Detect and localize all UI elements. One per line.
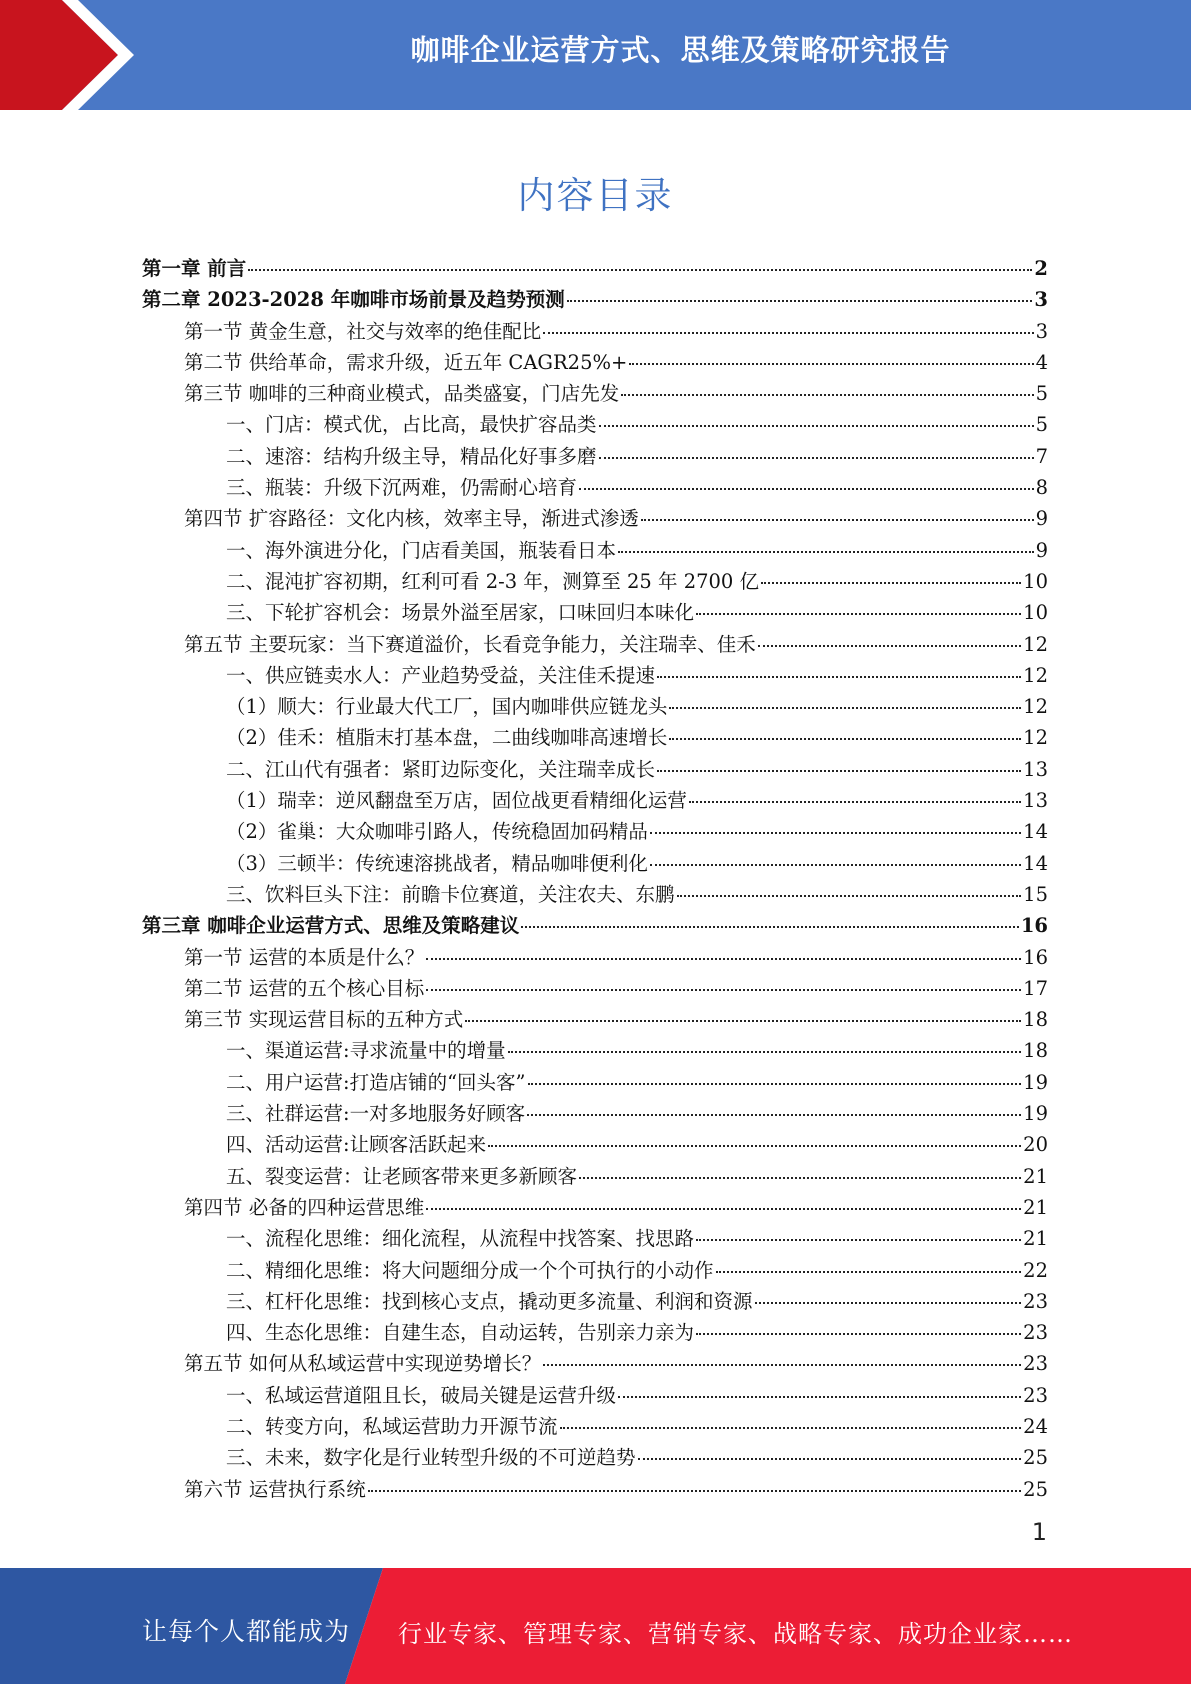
dot-leader xyxy=(579,1177,1021,1179)
toc-entry-title: 第一章 前言 xyxy=(142,257,247,280)
dot-leader xyxy=(618,551,1034,553)
toc-entry-page: 17 xyxy=(1023,976,1048,1000)
toc-entry-title: 三、社群运营:一对多地服务好顾客 xyxy=(226,1102,526,1126)
dot-leader xyxy=(426,958,1021,960)
toc-entry-title: （2）雀巢：大众咖啡引路人，传统稳固加码精品 xyxy=(226,820,648,844)
toc-entry[interactable] xyxy=(142,660,1048,691)
toc-entry[interactable] xyxy=(142,566,1048,597)
toc-entry-page: 12 xyxy=(1023,663,1048,687)
dot-leader xyxy=(543,1364,1021,1366)
toc-entry-page: 13 xyxy=(1023,757,1048,781)
toc-entry-title: 第五节 主要玩家：当下赛道溢价，长看竞争能力，关注瑞幸、佳禾 xyxy=(184,632,756,656)
dot-leader xyxy=(669,707,1021,709)
dot-leader xyxy=(599,457,1034,459)
toc-entry[interactable] xyxy=(142,535,1048,566)
toc-entry-page: 18 xyxy=(1023,1008,1048,1032)
toc-entry-title: 二、江山代有强者：紧盯边际变化，关注瑞幸成长 xyxy=(226,757,656,781)
toc-entry-page: 2 xyxy=(1034,257,1048,280)
dot-leader xyxy=(521,926,1019,928)
toc-entry[interactable] xyxy=(142,973,1048,1004)
toc-entry-title: （1）瑞幸：逆风翻盘至万店，固位战更看精细化运营 xyxy=(226,789,687,813)
toc-entry[interactable] xyxy=(142,378,1048,409)
dot-leader xyxy=(426,1208,1021,1210)
toc-entry[interactable] xyxy=(142,629,1048,660)
dot-leader xyxy=(426,989,1021,991)
toc-entry-page: 21 xyxy=(1023,1227,1048,1251)
toc-entry-title: 第三节 咖啡的三种商业模式，品类盛宴，门店先发 xyxy=(184,382,620,406)
dot-leader xyxy=(758,645,1021,647)
dot-leader xyxy=(579,488,1034,490)
page-number: 1 xyxy=(1031,1518,1047,1546)
toc-entry-title: 第三节 实现运营目标的五种方式 xyxy=(184,1008,464,1032)
dot-leader xyxy=(543,332,1033,334)
dot-leader xyxy=(621,394,1033,396)
dot-leader xyxy=(696,1333,1021,1335)
dot-leader xyxy=(657,770,1021,772)
toc-entry-page: 18 xyxy=(1023,1039,1048,1063)
toc-entry-page: 20 xyxy=(1023,1133,1048,1157)
toc-entry[interactable] xyxy=(142,1098,1048,1129)
toc-entry[interactable] xyxy=(142,409,1048,440)
toc-entry[interactable] xyxy=(142,754,1048,785)
toc-entry-title: 第四节 必备的四种运营思维 xyxy=(184,1195,425,1219)
toc-entry[interactable] xyxy=(142,816,1048,847)
toc-entry-title: 第六节 运营执行系统 xyxy=(184,1477,366,1501)
toc-entry-title: 第二章 2023-2028 年咖啡市场前景及趋势预测 xyxy=(142,288,565,312)
toc-entry[interactable] xyxy=(142,1067,1048,1098)
toc-entry-page: 9 xyxy=(1035,538,1048,562)
toc-entry[interactable] xyxy=(142,1192,1048,1223)
toc-entry-page: 16 xyxy=(1023,945,1048,969)
toc-entry[interactable] xyxy=(142,253,1048,284)
toc-entry-title: 第四节 扩容路径：文化内核，效率主导，渐进式渗透 xyxy=(184,507,639,531)
toc-entry-title: 一、门店：模式优，占比高，最快扩容品类 xyxy=(226,413,597,437)
toc-entry-title: （3）三顿半：传统速溶挑战者，精品咖啡便利化 xyxy=(226,851,648,875)
toc-entry-page: 13 xyxy=(1023,789,1048,813)
toc-entry-title: 第三章 咖啡企业运营方式、思维及策略建议 xyxy=(142,914,520,938)
dot-leader xyxy=(657,676,1021,678)
toc-entry-page: 5 xyxy=(1035,382,1048,406)
toc-entry[interactable] xyxy=(142,879,1048,910)
toc-entry-title: 三、杠杆化思维：找到核心支点，撬动更多流量、利润和资源 xyxy=(226,1289,753,1313)
toc-entry-title: 二、速溶：结构升级主导，精品化好事多磨 xyxy=(226,444,597,468)
toc-entry-page: 3 xyxy=(1035,319,1048,343)
toc-entry-title: 三、饮料巨头下注：前瞻卡位赛道，关注农夫、东鹏 xyxy=(226,882,675,906)
toc-entry[interactable] xyxy=(142,1474,1048,1505)
dot-leader xyxy=(508,1051,1022,1053)
toc-entry-page: 23 xyxy=(1023,1321,1048,1345)
footer-slogan-left: 让每个人都能成为 xyxy=(142,1617,351,1646)
toc-entry[interactable] xyxy=(142,597,1048,628)
dot-leader xyxy=(689,801,1021,803)
dot-leader xyxy=(669,738,1021,740)
toc-entry[interactable] xyxy=(142,942,1048,973)
toc-entry-page: 23 xyxy=(1023,1383,1048,1407)
toc-entry-page: 21 xyxy=(1023,1164,1048,1188)
toc-entry-page: 9 xyxy=(1035,507,1048,531)
toc-entry[interactable] xyxy=(142,910,1048,941)
dot-leader xyxy=(527,1114,1021,1116)
toc-entry-page: 25 xyxy=(1023,1446,1048,1470)
dot-leader xyxy=(638,1458,1022,1460)
toc-entry-page: 12 xyxy=(1023,726,1048,750)
dot-leader xyxy=(716,1271,1022,1273)
header-banner xyxy=(0,0,1191,110)
toc-entry[interactable] xyxy=(142,1286,1048,1317)
toc-entry-title: 一、流程化思维：细化流程，从流程中找答案、找思路 xyxy=(226,1227,695,1251)
toc-entry[interactable] xyxy=(142,1129,1048,1160)
toc-entry-title: 三、下轮扩容机会：场景外溢至居家，口味回归本味化 xyxy=(226,601,695,625)
toc-entry[interactable] xyxy=(142,284,1048,315)
toc-entry-page: 12 xyxy=(1023,632,1048,656)
dot-leader xyxy=(618,1396,1021,1398)
toc-entry[interactable] xyxy=(142,441,1048,472)
toc-entry-title: 一、供应链卖水人：产业趋势受益，关注佳禾提速 xyxy=(226,663,656,687)
toc-entry-page: 24 xyxy=(1023,1414,1048,1438)
toc-entry-title: 四、活动运营:让顾客活跃起来 xyxy=(226,1133,487,1157)
toc-entry[interactable] xyxy=(142,347,1048,378)
dot-leader xyxy=(599,425,1034,427)
dot-leader xyxy=(368,1490,1021,1492)
toc-entry-title: 第五节 如何从私域运营中实现逆势增长？ xyxy=(184,1352,542,1376)
footer-banner xyxy=(0,1568,1191,1684)
dot-leader xyxy=(650,832,1021,834)
toc-entry-title: （2）佳禾：植脂末打基本盘，二曲线咖啡高速增长 xyxy=(226,726,668,750)
toc-entry-page: 3 xyxy=(1034,288,1048,312)
dot-leader xyxy=(528,1083,1022,1085)
toc-entry-title: 第一节 运营的本质是什么？ xyxy=(184,945,425,969)
toc-entry-page: 12 xyxy=(1023,695,1048,719)
toc-entry-page: 15 xyxy=(1023,882,1048,906)
toc-entry-page: 22 xyxy=(1023,1258,1048,1282)
dot-leader xyxy=(761,582,1021,584)
toc-entry[interactable] xyxy=(142,1348,1048,1379)
dot-leader xyxy=(465,1020,1021,1022)
toc-entry-title: 四、生态化思维：自建生态，自动运转，告别亲力亲为 xyxy=(226,1321,695,1345)
toc-entry-title: 二、用户运营:打造店铺的“回头客” xyxy=(226,1070,526,1094)
toc-entry[interactable] xyxy=(142,472,1048,503)
toc-entry-title: 一、渠道运营:寻求流量中的增量 xyxy=(226,1039,506,1063)
toc-entry-page: 16 xyxy=(1020,914,1048,938)
toc-entry-page: 10 xyxy=(1023,601,1048,625)
dot-leader xyxy=(755,1302,1022,1304)
footer-slogan-right: 行业专家、管理专家、营销专家、战略专家、成功企业家…… xyxy=(398,1620,1073,1648)
toc-entry[interactable] xyxy=(142,1317,1048,1348)
toc-entry[interactable] xyxy=(142,1255,1048,1286)
toc-entry[interactable] xyxy=(142,1411,1048,1442)
toc-entry[interactable] xyxy=(142,1161,1048,1192)
dot-leader xyxy=(696,613,1021,615)
toc-entry-title: 第二节 运营的五个核心目标 xyxy=(184,976,425,1000)
toc-entry-title: 一、私域运营道阻且长，破局关键是运营升级 xyxy=(226,1383,617,1407)
toc-entry-page: 8 xyxy=(1035,476,1048,500)
toc-entry[interactable] xyxy=(142,316,1048,347)
toc-entry[interactable] xyxy=(142,722,1048,753)
toc-entry-title: 二、转变方向，私域运营助力开源节流 xyxy=(226,1414,558,1438)
report-title: 咖啡企业运营方式、思维及策略研究报告 xyxy=(410,33,951,67)
toc-entry-title: 一、海外演进分化，门店看美国，瓶装看日本 xyxy=(226,538,617,562)
toc-entry-title: 第二节 供给革命，需求升级，近五年 CAGR25%+ xyxy=(184,350,628,374)
toc-entry-page: 23 xyxy=(1023,1289,1048,1313)
toc-entry-page: 14 xyxy=(1023,820,1048,844)
dot-leader xyxy=(488,1145,1021,1147)
toc-entry-page: 25 xyxy=(1023,1477,1048,1501)
toc-heading: 内容目录 xyxy=(517,174,674,217)
toc-entry-title: 五、裂变运营：让老顾客带来更多新顾客 xyxy=(226,1164,578,1188)
dot-leader xyxy=(567,300,1033,302)
toc-entry-page: 10 xyxy=(1023,569,1048,593)
toc-entry-title: 二、混沌扩容初期，红利可看 2-3 年，测算至 25 年 2700 亿 xyxy=(226,569,760,593)
toc-entry-page: 19 xyxy=(1023,1070,1048,1094)
toc-entry[interactable] xyxy=(142,848,1048,879)
toc-entry[interactable] xyxy=(142,503,1048,534)
dot-leader xyxy=(696,1239,1021,1241)
toc-entry[interactable] xyxy=(142,691,1048,722)
dot-leader xyxy=(677,895,1022,897)
toc-entry[interactable] xyxy=(142,1442,1048,1473)
table-of-contents xyxy=(142,253,1048,1505)
dot-leader xyxy=(560,1427,1022,1429)
toc-entry-title: 三、瓶装：升级下沉两难，仍需耐心培育 xyxy=(226,476,578,500)
dot-leader xyxy=(248,269,1032,271)
dot-leader xyxy=(650,864,1021,866)
toc-entry[interactable] xyxy=(142,1380,1048,1411)
dot-leader xyxy=(629,363,1033,365)
toc-entry-title: 第一节 黄金生意，社交与效率的绝佳配比 xyxy=(184,319,542,343)
toc-entry[interactable] xyxy=(142,1223,1048,1254)
toc-entry-title: （1）顺大：行业最大代工厂，国内咖啡供应链龙头 xyxy=(226,695,668,719)
toc-entry[interactable] xyxy=(142,785,1048,816)
toc-entry[interactable] xyxy=(142,1004,1048,1035)
toc-entry-title: 二、精细化思维：将大问题细分成一个个可执行的小动作 xyxy=(226,1258,714,1282)
toc-entry-page: 21 xyxy=(1023,1195,1048,1219)
toc-entry[interactable] xyxy=(142,1035,1048,1066)
toc-entry-page: 7 xyxy=(1035,444,1048,468)
toc-entry-page: 14 xyxy=(1023,851,1048,875)
toc-entry-page: 23 xyxy=(1023,1352,1048,1376)
toc-entry-title: 三、未来，数字化是行业转型升级的不可逆趋势 xyxy=(226,1446,636,1470)
toc-entry-page: 5 xyxy=(1035,413,1048,437)
toc-entry-page: 4 xyxy=(1035,350,1048,374)
dot-leader xyxy=(641,519,1034,521)
toc-entry-page: 19 xyxy=(1023,1102,1048,1126)
chevron-arrow-icon xyxy=(0,0,150,110)
